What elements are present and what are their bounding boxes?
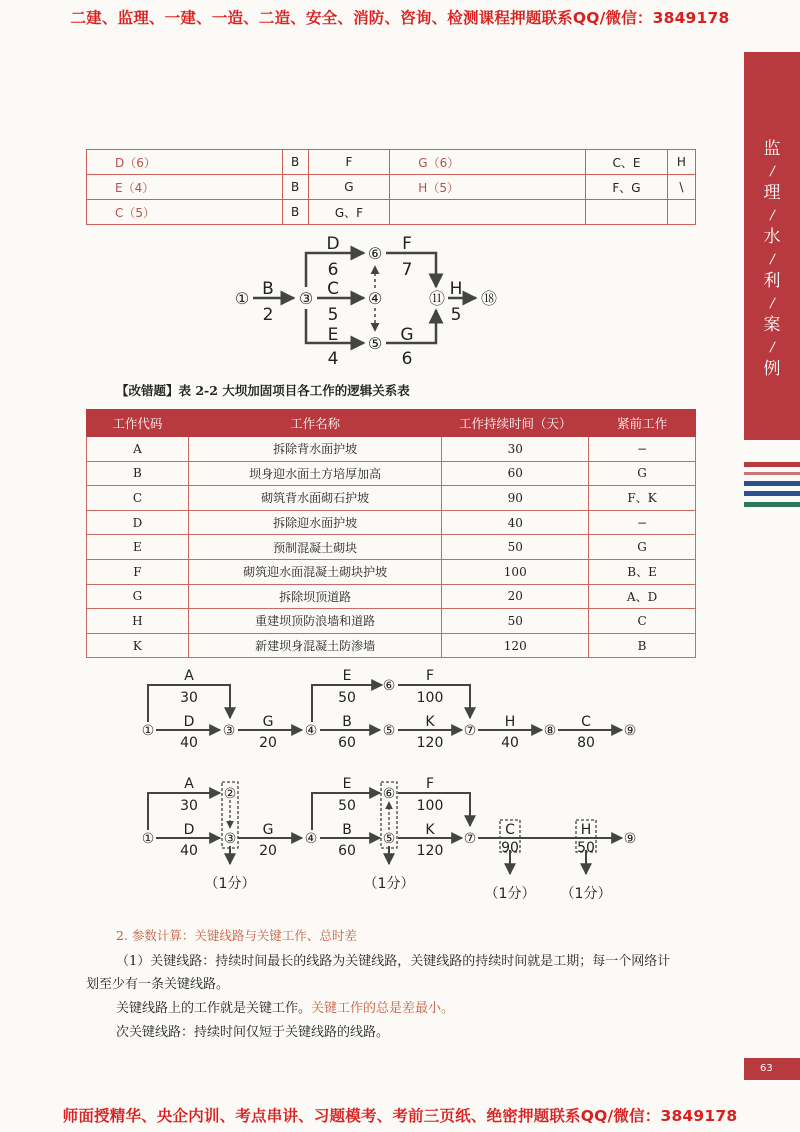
- table-cell: F、K: [589, 486, 696, 511]
- network-node: ⑥: [382, 678, 396, 694]
- activity-label: C: [581, 714, 591, 730]
- activity-label: G: [262, 714, 274, 730]
- table-cell: G（6）: [390, 150, 586, 175]
- table-row: [87, 559, 696, 584]
- table-cell: [390, 200, 586, 225]
- table-cell: 拆除坝顶道路: [188, 584, 442, 609]
- color-stripe: [744, 462, 800, 467]
- network-node: ⑤: [367, 334, 383, 353]
- table-cell: 60: [442, 461, 589, 486]
- bottom-banner: 师面授精华、央企内训、考点串讲、习题模考、考前三页纸、绝密押题联系QQ/微信：3849178: [62, 1107, 738, 1125]
- paragraph-line: （1）关键线路：持续时间最长的线路为关键线路，关键线路的持续时间就是工期；每一个网络计: [116, 954, 671, 969]
- table-cell: F、G: [586, 175, 668, 200]
- activity-duration: 90: [501, 840, 519, 856]
- activity-label: K: [425, 714, 435, 730]
- top-logic-table: [86, 149, 696, 225]
- side-tab-char: 理: [763, 183, 781, 203]
- activity-duration: 50: [338, 690, 356, 706]
- table-cell: B: [589, 633, 696, 658]
- table-cell: 120: [442, 633, 589, 658]
- table-cell: F: [87, 559, 189, 584]
- paragraph-line: [116, 997, 454, 1016]
- table-row: [87, 535, 696, 560]
- table-cell: 重建坝顶防浪墙和道路: [188, 609, 442, 634]
- table-cell: 50: [442, 535, 589, 560]
- network-diagram-2: [0, 664, 700, 756]
- side-tab-char: 案: [763, 315, 781, 335]
- network-node: ⑪: [428, 289, 446, 308]
- table-cell: 坝身迎水面土方培厚加高: [188, 461, 442, 486]
- network-node: ⑤: [382, 831, 396, 847]
- table-cell: C、E: [586, 150, 668, 175]
- activity-label: H: [580, 822, 592, 838]
- table-cell: −: [589, 510, 696, 535]
- network-node: ⑱: [480, 289, 498, 308]
- table-header: 工作持续时间（天）: [442, 410, 589, 437]
- table-cell: B、E: [589, 559, 696, 584]
- activity-label: E: [327, 325, 339, 345]
- side-tab-char: 水: [763, 227, 781, 247]
- table-cell: D: [87, 510, 189, 535]
- activity-label: H: [449, 279, 463, 299]
- table-cell: D（6）: [87, 150, 283, 175]
- table-row: [87, 175, 696, 200]
- table-cell: H: [667, 150, 695, 175]
- score-note: （1分）: [560, 886, 612, 902]
- network-node: ⑤: [382, 723, 396, 739]
- table-cell: 拆除迎水面护坡: [188, 510, 442, 535]
- table-cell: 50: [442, 609, 589, 634]
- activity-label: F: [402, 234, 412, 254]
- network-node: ④: [304, 831, 318, 847]
- paragraph-line: 划至少有一条关键线路。: [86, 977, 230, 992]
- network-node: ⑧: [543, 723, 557, 739]
- activity-label: F: [425, 668, 435, 684]
- network-node: ⑦: [463, 723, 477, 739]
- activity-duration: 5: [450, 305, 462, 325]
- activity-duration: 40: [180, 735, 198, 751]
- color-stripe: [744, 472, 800, 475]
- table-cell: C: [87, 486, 189, 511]
- table-cell: 20: [442, 584, 589, 609]
- logic-table: [86, 409, 696, 658]
- activity-label: C: [505, 822, 515, 838]
- table-cell: E（4）: [87, 175, 283, 200]
- table-cell: B: [282, 150, 308, 175]
- table-row: [87, 633, 696, 658]
- activity-duration: 20: [259, 843, 277, 859]
- activity-duration: 100: [416, 798, 444, 814]
- network-node: ⑥: [367, 244, 383, 263]
- table-cell: −: [589, 437, 696, 462]
- activity-label: D: [183, 822, 195, 838]
- network-node: ②: [223, 786, 237, 802]
- side-tab: [744, 52, 800, 440]
- activity-duration: 50: [338, 798, 356, 814]
- activity-label: E: [342, 776, 352, 792]
- activity-duration: 50: [577, 840, 595, 856]
- page-number: 63: [744, 1058, 800, 1080]
- activity-duration: 100: [416, 690, 444, 706]
- table-cell: F: [308, 150, 390, 175]
- table-cell: 拆除背水面护坡: [188, 437, 442, 462]
- table-cell: C: [589, 609, 696, 634]
- network-node: ①: [234, 289, 250, 308]
- activity-label: A: [184, 776, 194, 792]
- activity-label: D: [183, 714, 195, 730]
- table-cell: 砌筑背水面砌石护坡: [188, 486, 442, 511]
- table-row: [87, 461, 696, 486]
- table-cell: C（5）: [87, 200, 283, 225]
- section-heading: 2. 参数计算：关键线路与关键工作、总时差: [116, 928, 357, 943]
- activity-label: F: [425, 776, 435, 792]
- table-cell: H（5）: [390, 175, 586, 200]
- highlight-text: 关键工作的总是差最小。: [311, 1001, 455, 1016]
- table-cell: A、D: [589, 584, 696, 609]
- activity-duration: 2: [262, 305, 274, 325]
- network-node: ③: [298, 289, 314, 308]
- network-diagram-3: [0, 766, 700, 906]
- top-banner: 二建、监理、一建、一造、二造、安全、消防、咨询、检测课程押题联系QQ/微信：3849178: [70, 9, 730, 27]
- table-cell: G、F: [308, 200, 390, 225]
- network-node: ⑥: [382, 786, 396, 802]
- network-node: ①: [141, 831, 155, 847]
- table-cell: G: [589, 535, 696, 560]
- table-cell: [667, 200, 695, 225]
- activity-duration: 6: [401, 349, 413, 369]
- activity-duration: 40: [501, 735, 519, 751]
- table-cell: H: [87, 609, 189, 634]
- activity-duration: 6: [327, 260, 339, 280]
- network-node: ⑨: [623, 831, 637, 847]
- activity-label: D: [326, 234, 340, 254]
- table-cell: A: [87, 437, 189, 462]
- table-cell: B: [282, 200, 308, 225]
- network-node: ⑦: [463, 831, 477, 847]
- activity-label: G: [400, 325, 414, 345]
- network-node: ⑨: [623, 723, 637, 739]
- table-row: [87, 486, 696, 511]
- table-cell: 预制混凝土砌块: [188, 535, 442, 560]
- table-header: 紧前工作: [589, 410, 696, 437]
- table-cell: 40: [442, 510, 589, 535]
- activity-label: C: [327, 279, 339, 299]
- activity-duration: 5: [327, 305, 339, 325]
- table-cell: B: [282, 175, 308, 200]
- activity-duration: 40: [180, 843, 198, 859]
- table-header: 工作名称: [188, 410, 442, 437]
- table-cell: G: [308, 175, 390, 200]
- score-note: （1分）: [363, 876, 415, 892]
- network-node: ③: [223, 831, 237, 847]
- activity-label: G: [262, 822, 274, 838]
- table-header: 工作代码: [87, 410, 189, 437]
- color-stripe: [744, 502, 800, 507]
- activity-label: B: [342, 714, 352, 730]
- activity-label: E: [342, 668, 352, 684]
- paragraph-text: 关键线路上的工作就是关键工作。: [116, 1001, 312, 1016]
- activity-duration: 7: [401, 260, 413, 280]
- activity-label: A: [184, 668, 194, 684]
- table-cell: 100: [442, 559, 589, 584]
- table-cell: E: [87, 535, 189, 560]
- side-tab-char: 利: [763, 271, 781, 291]
- table-cell: K: [87, 633, 189, 658]
- activity-duration: 80: [577, 735, 595, 751]
- network-node: ③: [222, 723, 236, 739]
- table-cell: 砌筑迎水面混凝土砌块护坡: [188, 559, 442, 584]
- activity-duration: 20: [259, 735, 277, 751]
- table-row: [87, 609, 696, 634]
- table-row: [87, 200, 696, 225]
- table-cell: \: [667, 175, 695, 200]
- table-row: [87, 510, 696, 535]
- table-header-row: [87, 410, 696, 437]
- activity-duration: 120: [416, 843, 444, 859]
- activity-duration: 60: [338, 735, 356, 751]
- activity-duration: 4: [327, 349, 339, 369]
- table-cell: 新建坝身混凝土防渗墙: [188, 633, 442, 658]
- activity-duration: 30: [180, 798, 198, 814]
- table-row: [87, 584, 696, 609]
- table-cell: 30: [442, 437, 589, 462]
- table-caption: 【改错题】表 2-2 大坝加固项目各工作的逻辑关系表: [116, 383, 410, 398]
- activity-duration: 30: [180, 690, 198, 706]
- network-node: ①: [141, 723, 155, 739]
- activity-label: H: [504, 714, 516, 730]
- table-row: [87, 437, 696, 462]
- activity-label: B: [262, 279, 274, 299]
- paragraph-line: 次关键线路：持续时间仅短于关键线路的线路。: [116, 1025, 390, 1040]
- activity-duration: 120: [416, 735, 444, 751]
- table-cell: G: [87, 584, 189, 609]
- table-cell: B: [87, 461, 189, 486]
- network-diagram-1: [0, 230, 600, 370]
- score-note: （1分）: [204, 876, 256, 892]
- score-note: （1分）: [484, 886, 536, 902]
- network-node: ④: [304, 723, 318, 739]
- color-stripe: [744, 491, 800, 496]
- table-cell: G: [589, 461, 696, 486]
- side-tab-char: 监: [763, 139, 781, 159]
- side-tab-char: 例: [763, 359, 781, 379]
- table-cell: [586, 200, 668, 225]
- table-cell: 90: [442, 486, 589, 511]
- table-row: [87, 150, 696, 175]
- network-node: ④: [367, 289, 383, 308]
- activity-label: K: [425, 822, 435, 838]
- color-stripe: [744, 481, 800, 486]
- activity-duration: 60: [338, 843, 356, 859]
- activity-label: B: [342, 822, 352, 838]
